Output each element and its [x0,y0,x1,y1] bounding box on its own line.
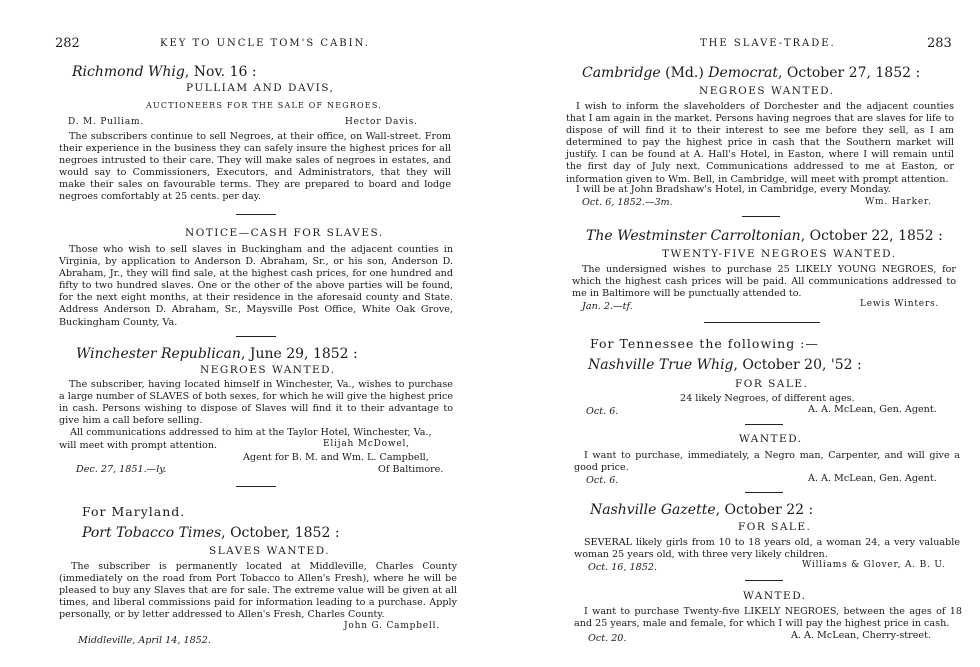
signature: A. A. McLean, Gen. Agent. [808,473,937,484]
ad-source-line [72,65,257,79]
signature-city: Of Baltimore. [378,464,444,475]
signature: Williams & Glover, A. B. U. [802,560,946,570]
ad-source-line [76,347,358,361]
signature: Lewis Winters. [860,299,940,309]
ad-title: WANTED. [743,590,807,602]
ad-body: Those who wish to sell slaves in Buckingham and the adjacent counties in Virginia, by application to Anderson D. Abraham, Sr., or his son, Anderson D. Abraham, Jr., they will find sale, at the highest cash prices, for one hundred and fifty to two hundred slaves. One or the other of the above parties will be found, for the next eight months, at their residence in the aforesaid county and State. Address Anderson D. Abraham, Sr., Maysville Post Office, White Oak Grove, Buckingham County, Va. [59,244,453,328]
ad-body: I wish to inform the slaveholders of Dorchester and the adjacent counties that I am again in the market. Persons having negroes that are slaves for life to dispose of will find it to their interest to see me before they sell, as I am determined to pay the highest price in cash that the Southern market will justify. I can be found at A. Hall's Hotel, in Easton, where I will remain until the first day of July next. Communications addressed to me at Easton, or information given to Wm. Bell, in Cambridge, will meet with prompt attention. [566,101,954,185]
ad-title: TWENTY-FIVE NEGROES WANTED. [662,248,897,260]
page-number: 283 [927,36,952,51]
ad-date: , October 27, 1852 : [778,65,921,81]
divider [236,214,276,215]
ad-body: SEVERAL likely girls from 10 to 18 years old, a woman 24, a very valuable woman 25 years old, with three very likely children. [574,537,960,561]
newspaper-name: Democrat [708,65,778,81]
ad-date: , June 29, 1852 : [240,346,358,362]
ad-body: The undersigned wishes to purchase 25 LIKELY YOUNG NEGROES, for which the highest cash prices will be paid. All communications addressed to me in Baltimore will be punctually attended to. [572,264,956,300]
dateline: Oct. 16, 1852. [588,562,657,573]
ad-body: I want to purchase, immediately, a Negro man, Carpenter, and will give a good price. [574,450,960,474]
divider [236,486,276,487]
right-page [490,0,980,667]
ad-title: SLAVES WANTED. [209,545,331,557]
ad-body: 24 likely Negroes, of different ages. [680,393,855,404]
signature: A. A. McLean, Cherry-street. [791,630,931,641]
signature: A. A. McLean, Gen. Agent. [808,404,937,415]
divider [704,322,820,323]
signature: Wm. Harker. [865,197,932,207]
section-heading: For Maryland. [82,504,186,519]
name-right: Hector Davis. [345,117,418,127]
ad-source-line [582,66,920,80]
ad-body: I want to purchase Twenty-five LIKELY NEGROES, between the ages of 18 and 25 years, male and female, for which I will pay the highest price in cash. [574,606,962,630]
newspaper-name: Port Tobacco Times [82,525,222,541]
ad-body: The subscriber is permanently located at Middleville, Charles County (immediately on the road from Port Tobacco to Allen's Fresh), where he will be pleased to buy any Slaves that are for sale. The extreme value will be given at all times, and liberal commissions paid for information leading to a purchase. Apply personally, or by letter addressed to Allen's Fresh, Charles County. [59,561,457,621]
divider [745,580,783,581]
ad-title: WANTED. [739,433,803,445]
ad-source-line [590,503,813,517]
name-left: D. M. Pulliam. [68,117,145,127]
newspaper-name: Nashville True Whig [588,357,734,373]
dateline: Jan. 2.—tf. [582,301,633,312]
ad-date: , October 22 : [715,502,814,518]
source-mid: (Md.) [660,65,709,81]
ad-title: FOR SALE. [735,378,809,390]
ad-title: NOTICE—CASH FOR SLAVES. [185,227,384,239]
running-head: KEY TO UNCLE TOM'S CABIN. [160,38,370,49]
ad-source-line [586,229,943,243]
ad-subtitle: AUCTIONEERS FOR THE SALE OF NEGROES. [146,101,382,110]
newspaper-name: Nashville Gazette [590,502,716,518]
ad-body-line: I will be at John Bradshaw's Hotel, in Cambridge, every Monday. [576,184,891,195]
ad-title: NEGROES WANTED. [200,364,336,376]
ad-date: , October 20, '52 : [733,357,862,373]
ad-title: FOR SALE. [738,521,812,533]
dateline: Oct. 6. [586,475,619,486]
dateline: Oct. 20. [588,633,627,644]
ad-body: The subscribers continue to sell Negroes, at their office, on Wall-street. From their experience in the business they can safely insure the highest prices for all negroes intrusted to their care. They will make sales of negroes in estates, and would say to Commissioners, Executors, and Administrators, that they will make their sales on favourable terms. They are prepared to board and lodge negroes comfortably at 25 cents. per day. [59,131,451,203]
ad-title: NEGROES WANTED. [699,85,835,97]
section-heading: For Tennessee the following :— [590,336,819,351]
divider [745,424,783,425]
dateline: Oct. 6, 1852.—3m. [582,197,673,208]
newspaper-name: The Westminster Carroltonian [586,228,801,244]
signature-agent: Agent for B. M. and Wm. L. Campbell, [243,452,429,463]
divider [236,336,276,337]
newspaper-name: Winchester Republican [76,346,241,362]
dateline: Middleville, April 14, 1852. [78,635,211,646]
running-head: THE SLAVE-TRADE. [700,38,836,49]
ad-date: , October 22, 1852 : [800,228,943,244]
ad-body-line: will meet with prompt attention. [59,440,218,451]
signature: John G. Campbell. [344,621,440,631]
ad-source-line [82,526,340,540]
newspaper-name: Richmond Whig [72,64,185,80]
ad-date: , October, 1852 : [221,525,340,541]
signature-name: Elijah McDowel, [323,439,410,449]
newspaper-name: Cambridge [582,65,661,81]
divider [742,216,780,217]
dateline: Dec. 27, 1851.—ly. [76,464,167,475]
divider [745,492,783,493]
page-number: 282 [55,36,80,51]
dateline: Oct. 6. [586,406,619,417]
ad-date: , Nov. 16 : [184,64,257,80]
ad-source-line [588,358,862,372]
ad-body: The subscriber, having located himself in Winchester, Va., wishes to purchase a large number of SLAVES of both sexes, for which he will give the highest price in cash. Persons wishing to dispose of Slaves will find it to their advantage to give him a call before selling. [59,379,453,427]
ad-body-line: All communications addressed to him at the Taylor Hotel, Winchester, Va., [70,427,432,438]
ad-title: PULLIAM AND DAVIS, [186,82,335,94]
